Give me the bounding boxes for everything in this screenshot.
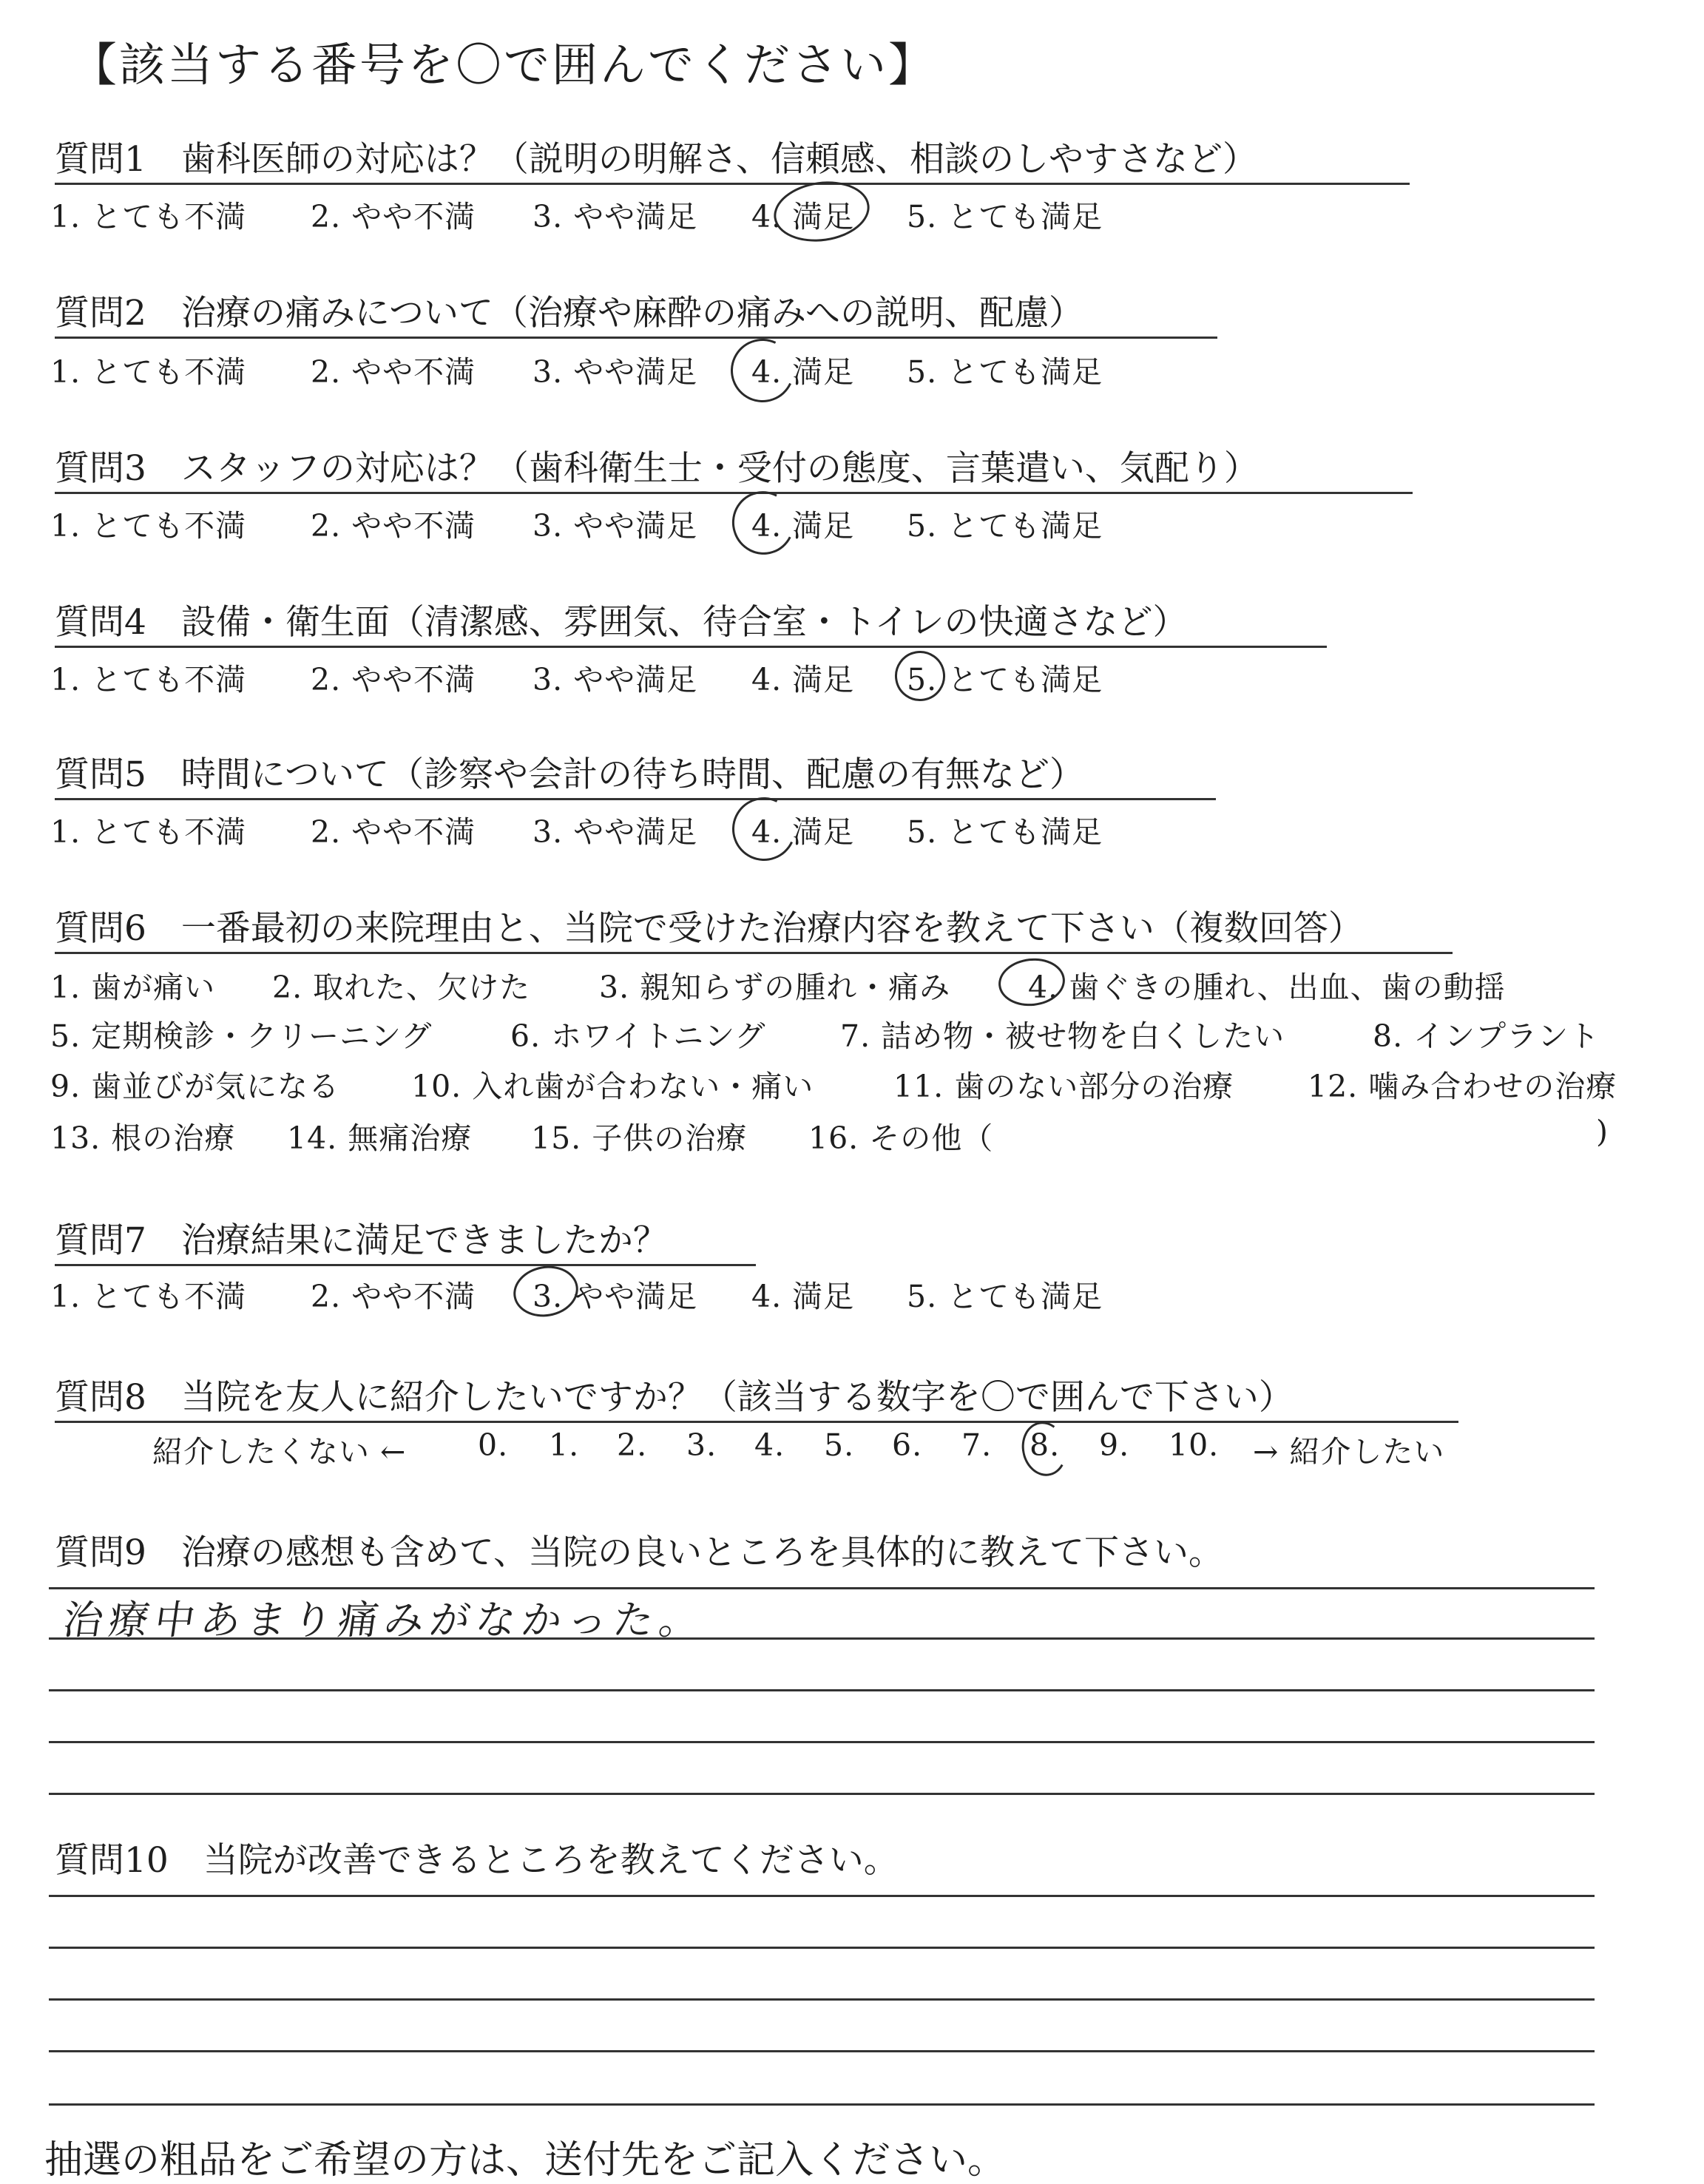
answer-line <box>49 1947 1595 1949</box>
option-2[interactable]: 2. やや不満 <box>311 1279 476 1314</box>
scale-0[interactable]: 0. <box>478 1427 509 1463</box>
question-text: 当院が改善できるところを教えてください。 <box>203 1840 899 1881</box>
option-4[interactable]: 4. 満足 <box>751 662 855 697</box>
answer-line <box>49 2103 1595 2106</box>
question-10 <box>55 1833 899 1882</box>
answer-line <box>49 1998 1595 2001</box>
option-10[interactable]: 10. 入れ歯が合わない・痛い <box>411 1069 814 1104</box>
question-label: 質問6 <box>55 908 146 949</box>
scale-7[interactable]: 7. <box>961 1427 993 1463</box>
scale-8[interactable]: 8. <box>1030 1427 1061 1463</box>
question-text: 治療の感想も含めて、当院の良いところを具体的に教えて下さい。 <box>180 1532 1223 1573</box>
answer-line <box>49 2050 1595 2052</box>
option-8[interactable]: 8. インプラント <box>1373 1018 1600 1054</box>
question-label: 質問7 <box>55 1220 146 1261</box>
question-text: 一番最初の来院理由と、当院で受けた治療内容を教えて下さい（複数回答） <box>180 908 1363 949</box>
option-1[interactable]: 1. とても不満 <box>50 354 247 390</box>
question-label: 質問10 <box>55 1840 169 1881</box>
option-5[interactable]: 5. とても満足 <box>907 199 1103 234</box>
question-text: 時間について（診察や会計の待ち時間、配慮の有無など） <box>180 754 1084 795</box>
question-text: 治療の痛みについて（治療や麻酔の痛みへの説明、配慮） <box>180 293 1084 334</box>
question-5 <box>55 747 1216 800</box>
other-close-paren: ) <box>1596 1114 1609 1149</box>
option-14[interactable]: 14. 無痛治療 <box>287 1120 473 1156</box>
question-4 <box>55 595 1327 648</box>
scale-2[interactable]: 2. <box>617 1427 648 1463</box>
question-label: 質問2 <box>55 293 146 334</box>
question-1 <box>55 132 1410 185</box>
option-5[interactable]: 5. とても満足 <box>907 508 1103 544</box>
question-text: 設備・衛生面（清潔感、雰囲気、待合室・トイレの快適さなど） <box>180 602 1188 643</box>
answer-line <box>49 1689 1595 1691</box>
option-5[interactable]: 5. とても満足 <box>907 1279 1103 1314</box>
option-2[interactable]: 2. やや不満 <box>311 199 476 234</box>
answer-line <box>49 1741 1595 1743</box>
option-5[interactable]: 5. とても満足 <box>907 354 1103 390</box>
question-label: 質問4 <box>55 602 146 643</box>
option-4[interactable]: 4. 満足 <box>751 199 855 234</box>
question-text: 歯科医師の対応は？（説明の明解さ、信頼感、相談のしやすさなど） <box>180 139 1258 180</box>
question-label: 質問9 <box>55 1532 146 1573</box>
page-title: 【該当する番号を〇で囲んでください】 <box>71 38 937 92</box>
option-15[interactable]: 15. 子供の治療 <box>531 1120 748 1156</box>
question-8 <box>55 1370 1458 1423</box>
option-9[interactable]: 9. 歯並びが気になる <box>50 1069 340 1104</box>
answer-line <box>49 1793 1595 1795</box>
option-7[interactable]: 7. 詰め物・被せ物を白くしたい <box>840 1018 1285 1054</box>
question-6 <box>55 901 1453 954</box>
question-7 <box>55 1213 756 1266</box>
scale-3[interactable]: 3. <box>686 1427 717 1463</box>
question-text: 当院を友人に紹介したいですか？（該当する数字を〇で囲んで下さい） <box>180 1377 1294 1418</box>
option-3[interactable]: 3. やや満足 <box>532 814 698 850</box>
option-4[interactable]: 4. 満足 <box>751 1279 855 1314</box>
option-1[interactable]: 1. とても不満 <box>50 662 247 697</box>
option-5[interactable]: 5. とても満足 <box>907 814 1103 850</box>
scale-right-label: → 紹介したい <box>1253 1434 1445 1470</box>
option-3[interactable]: 3. やや満足 <box>532 508 698 544</box>
option-1[interactable]: 1. とても不満 <box>50 814 247 850</box>
option-12[interactable]: 12. 噛み合わせの治療 <box>1308 1069 1617 1104</box>
option-5[interactable]: 5. 定期検診・クリーニング <box>50 1018 433 1054</box>
scale-left-label: 紹介したくない ← <box>152 1434 407 1470</box>
option-2[interactable]: 2. やや不満 <box>311 354 476 390</box>
option-2[interactable]: 2. やや不満 <box>311 814 476 850</box>
option-3[interactable]: 3. やや満足 <box>532 1279 698 1314</box>
answer-line <box>49 1637 1595 1640</box>
option-6[interactable]: 6. ホワイトニング <box>510 1018 766 1054</box>
handwritten-answer[interactable]: 治療中あまり痛みがなかった。 <box>60 1597 709 1643</box>
question-label: 質問3 <box>55 448 146 489</box>
answer-line <box>49 1895 1595 1897</box>
option-2[interactable]: 2. 取れた、欠けた <box>272 970 531 1005</box>
scale-1[interactable]: 1. <box>549 1427 580 1463</box>
option-4[interactable]: 4. 満足 <box>751 814 855 850</box>
option-13[interactable]: 13. 根の治療 <box>50 1120 236 1156</box>
option-3[interactable]: 3. やや満足 <box>532 199 698 234</box>
option-3[interactable]: 3. やや満足 <box>532 662 698 697</box>
question-3 <box>55 441 1413 494</box>
option-2[interactable]: 2. やや不満 <box>311 662 476 697</box>
question-text: 治療結果に満足できましたか？ <box>180 1220 668 1261</box>
option-1[interactable]: 1. とても不満 <box>50 199 247 234</box>
option-4[interactable]: 4. 満足 <box>751 354 855 390</box>
option-4[interactable]: 4. 歯ぐきの腫れ、出血、歯の動揺 <box>1028 970 1506 1005</box>
option-11[interactable]: 11. 歯のない部分の治療 <box>893 1069 1234 1104</box>
scale-10[interactable]: 10. <box>1169 1427 1220 1463</box>
option-2[interactable]: 2. やや不満 <box>311 508 476 544</box>
question-label: 質問1 <box>55 139 146 180</box>
option-1[interactable]: 1. 歯が痛い <box>50 970 216 1005</box>
option-3[interactable]: 3. 親知らずの腫れ・痛み <box>599 970 951 1005</box>
option-3[interactable]: 3. やや満足 <box>532 354 698 390</box>
scale-6[interactable]: 6. <box>892 1427 923 1463</box>
option-1[interactable]: 1. とても不満 <box>50 1279 247 1314</box>
option-16[interactable]: 16. その他（ <box>808 1120 994 1156</box>
question-2 <box>55 285 1217 339</box>
scale-4[interactable]: 4. <box>754 1427 785 1463</box>
option-1[interactable]: 1. とても不満 <box>50 508 247 544</box>
question-label: 質問8 <box>55 1377 146 1418</box>
question-9 <box>55 1525 1223 1575</box>
scale-9[interactable]: 9. <box>1099 1427 1130 1463</box>
question-label: 質問5 <box>55 754 146 795</box>
footer-text-cutoff: 抽選の粗品をご希望の方は、送付先をご記入ください。 <box>44 2138 1007 2183</box>
option-5[interactable]: 5. とても満足 <box>907 662 1103 697</box>
question-text: スタッフの対応は？（歯科衛生士・受付の態度、言葉遣い、気配り） <box>180 448 1259 489</box>
option-4[interactable]: 4. 満足 <box>751 508 855 544</box>
scale-5[interactable]: 5. <box>824 1427 855 1463</box>
